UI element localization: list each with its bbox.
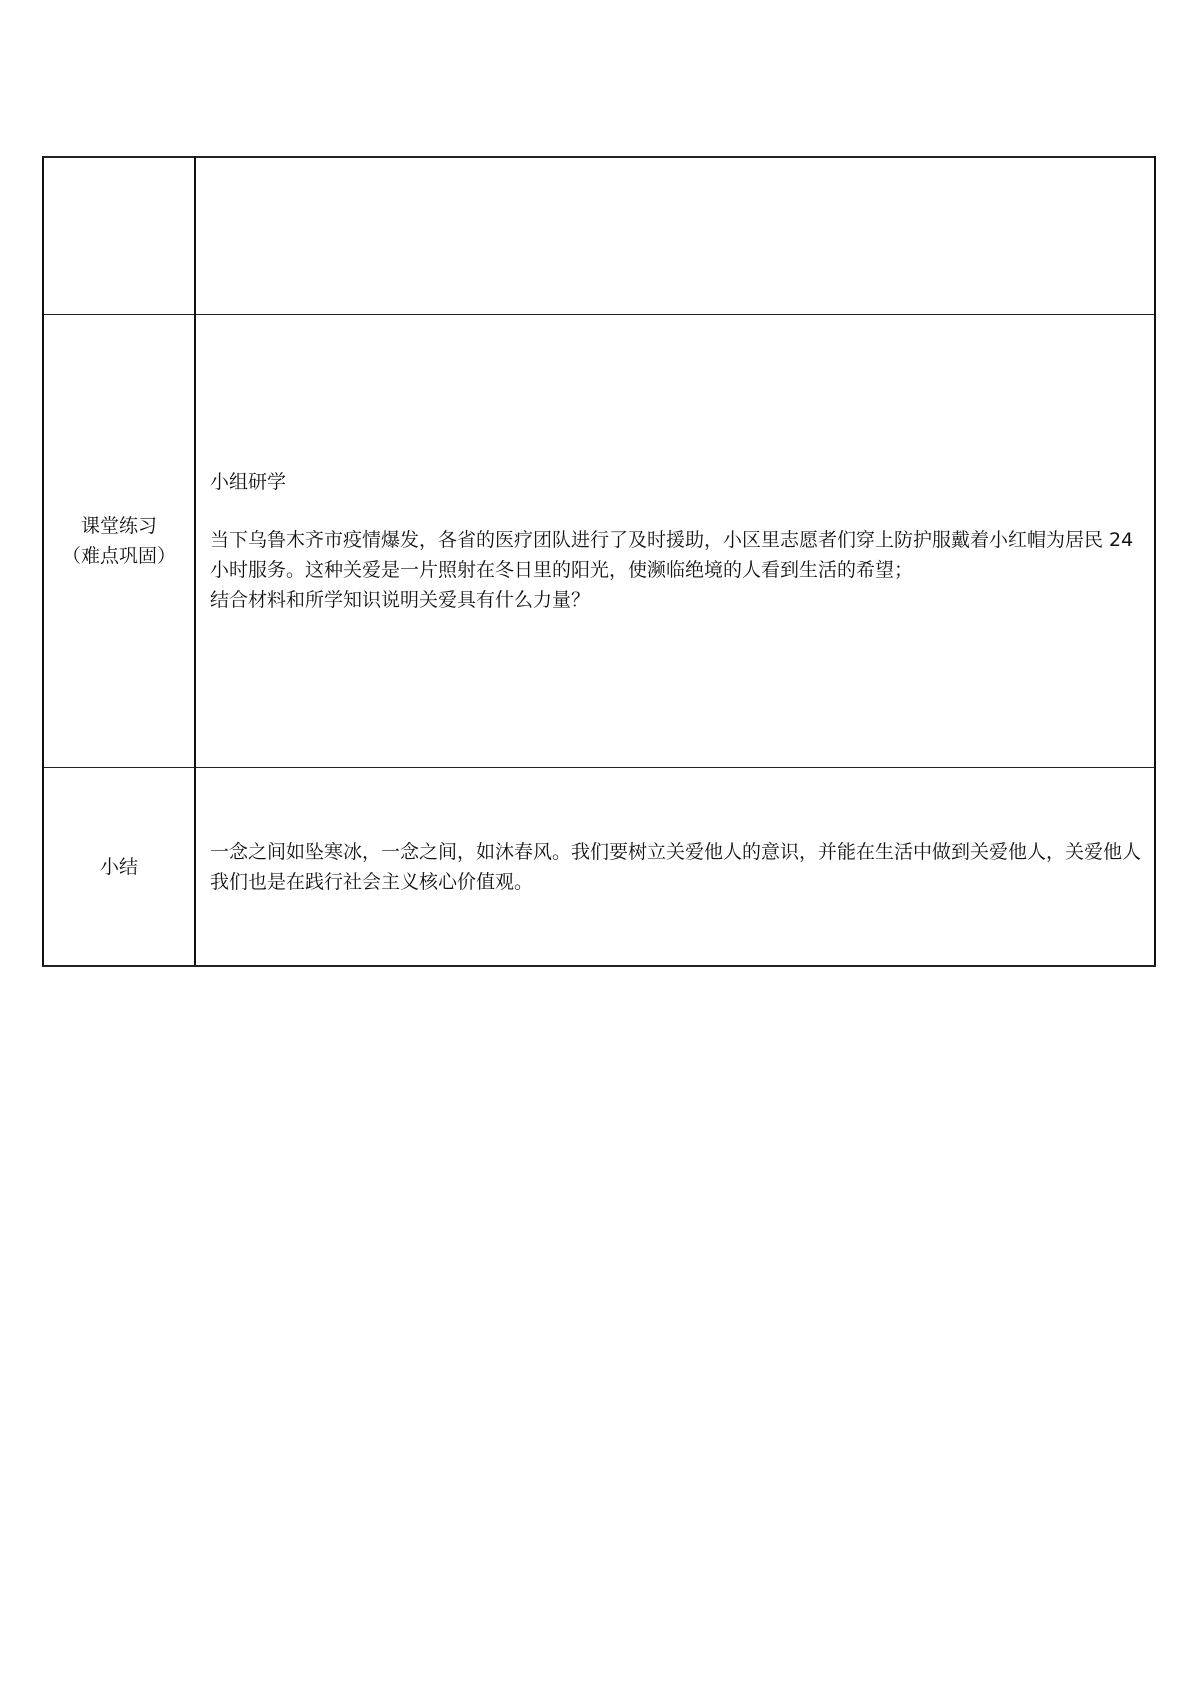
section-title: 小组研学 xyxy=(210,471,287,493)
question-text: 结合材料和所学知识说明关爱具有什么力量？ xyxy=(210,589,591,611)
row-label-empty xyxy=(43,157,195,315)
row-label-summary xyxy=(43,768,195,967)
lesson-plan-table xyxy=(42,156,1156,967)
practice-label-line-2: （难点巩固） xyxy=(61,545,176,567)
table-row xyxy=(43,315,1155,768)
row-content-empty xyxy=(195,157,1155,315)
row-label-practice xyxy=(43,315,195,768)
table-row xyxy=(43,157,1155,315)
material-paragraph: 当下乌鲁木齐市疫情爆发，各省的医疗团队进行了及时援助，小区里志愿者们穿上防护服戴着小红帽为居民 24 小时服务。这种关爱是一片照射在冬日里的阳光，使濒临绝境的人看到生活的希望； xyxy=(210,529,1134,581)
summary-text: 一念之间如坠寒冰，一念之间，如沐春风。我们要树立关爱他人的意识，并能在生活中做到关爱他人，关爱他人我们也是在践行社会主义核心价值观。 xyxy=(210,840,1142,893)
summary-label: 小结 xyxy=(99,855,138,878)
row-content-summary xyxy=(195,768,1155,967)
table-row xyxy=(43,768,1155,967)
row-content-practice xyxy=(195,315,1155,768)
practice-label-line-1: 课堂练习 xyxy=(80,515,157,537)
